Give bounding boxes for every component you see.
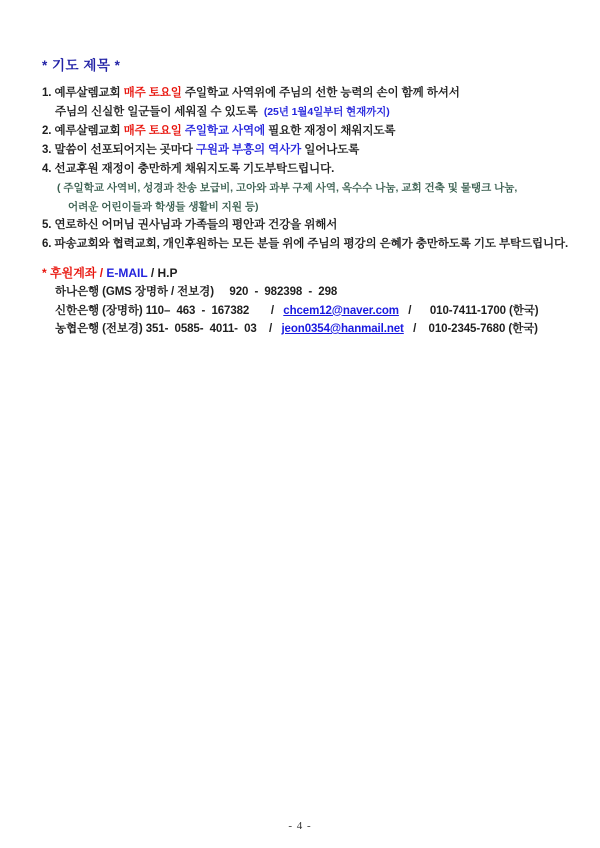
email-link-naver[interactable]: chcem12@naver.com	[283, 304, 399, 317]
highlight-red-weekly-saturday: 매주 토요일	[123, 125, 182, 137]
date-range-note: (25년 1월4일부터 현재까지)	[263, 106, 390, 118]
prayer-item-4: 4. 선교후원 재정이 충만하게 채워지도록 기도부탁드립니다.	[42, 163, 335, 175]
bank-account-row-hana: 하나은행 (GMS 장명하 / 전보경) 920 - 982398 - 298	[55, 286, 338, 298]
prayer-item-1-continued	[55, 103, 592, 122]
text-segment: 2. 예루살렘교회	[42, 125, 124, 137]
highlight-blue-sunday-school: 주일학교 사역에	[181, 125, 266, 137]
prayer-item-6: 6. 파송교회와 협력교회, 개인후원하는 모든 분들 위에 주님의 평강의 은혜가 충만하도록 기도 부탁드립니다.	[42, 238, 569, 250]
text-segment: 주님의 신실한 일군들이 세워질 수 있도록	[55, 106, 264, 118]
prayer-item-4-note-line-2: 어려운 어린이들과 학생들 생활비 지원 등)	[68, 200, 259, 213]
prayer-item-2	[42, 122, 592, 141]
prayer-item-4-note-line-1: ( 주일학교 사역비, 성경과 찬송 보급비, 고아와 과부 구제 사역, 옥수수 나눔, 교회 건축 및 물탱크 나눔,	[57, 182, 518, 194]
text-segment: / 010-2345-7680 (한국)	[403, 323, 538, 335]
text-segment: 3. 말씀이 선포되어지는 곳마다	[42, 144, 196, 156]
text-segment: 1. 예루살렘교회	[42, 87, 124, 99]
text-segment: 신한은행 (장명하) 110– 463 - 167382 /	[55, 304, 284, 317]
text-segment: 일어나도록	[301, 144, 360, 156]
email-label: E-MAIL	[106, 266, 148, 280]
highlight-red-weekly-saturday: 매주 토요일	[123, 87, 182, 99]
page-title: * 기도 제목 *	[42, 58, 121, 73]
bank-account-row-nonghyup	[55, 320, 592, 339]
text-segment: / 010-7411-1700 (한국)	[398, 304, 539, 317]
prayer-item-1	[42, 84, 592, 103]
support-section-header	[42, 263, 592, 283]
email-link-hanmail[interactable]: jeon0354@hanmail.net	[281, 323, 404, 335]
hp-label: / H.P	[147, 266, 178, 280]
text-segment: 주일학교 사역위에 주님의 선한 능력의 손이 함께 하셔서	[181, 87, 460, 99]
text-segment: 필요한 재정이 채워지도록	[265, 125, 396, 137]
prayer-item-3	[42, 141, 592, 160]
document-content	[42, 56, 592, 339]
text-segment: 농협은행 (전보경) 351- 0585- 4011- 03 /	[55, 323, 282, 335]
support-account-label: * 후원계좌 /	[42, 266, 107, 280]
prayer-item-5: 5. 연로하신 어머님 권사님과 가족들의 평안과 건강을 위해서	[42, 219, 338, 231]
bank-account-row-shinhan	[55, 302, 592, 321]
page-number: - 4 -	[288, 820, 312, 832]
highlight-blue-salvation-revival: 구원과 부흥의 역사가	[195, 144, 302, 156]
